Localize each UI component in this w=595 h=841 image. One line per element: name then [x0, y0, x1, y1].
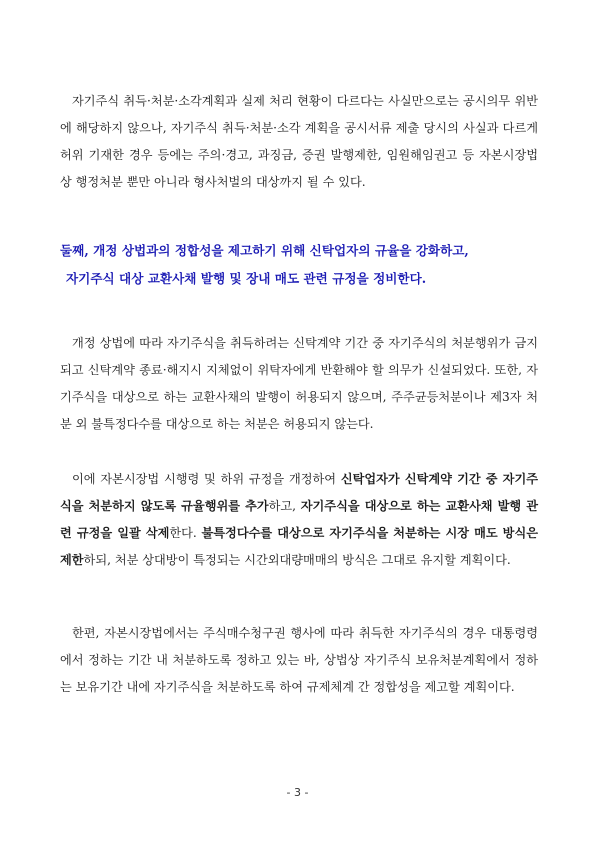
section-heading-line-1: 둘째, 개정 상법과의 정합성을 제고하기 위해 신탁업자의 규율을 강화하고,	[60, 243, 469, 258]
p3-bold-market-sale: 불특정다수를 대상으로 자기주식을 처분하는 시장 매도 방식은 제한	[60, 526, 539, 567]
paragraph-revised-commercial-law: 개정 상법에 따라 자기주식을 취득하려는 신탁계약 기간 중 자기주식의 처분행위가 금지되고 신탁계약 종료·해지시 지체없이 위탁자에게 반환해야 할 의무가 신설되었다. 또한, 자기주식을 대상으로 하는 교환사채의 발행이 허용되지 않으며, 주주균등처분이나 제3자 처분 외 불특정다수를 대상으로 하는 처분은 허용되지 않는다.	[60, 336, 538, 431]
p3-bold-exchange-bond: 자기주식을 대상으로 하는 교환사채 발행 관련 규정을 일괄 삭제	[60, 499, 539, 540]
page-number: - 3 -	[286, 786, 309, 799]
paragraph-disclosure-violation: 자기주식 취득·처분·소각계획과 실제 처리 현황이 다르다는 사실만으로는 공시의무 위반에 해당하지 않으나, 자기주식 취득·처분·소각 계획을 공시서류 제출 당시의 사실과 다르게 허위 기재한 경우 등에는 주의·경고, 과징금, 증권 발행제한, 임원해임권고 등 자본시장법상 행정처분 뿐만 아니라 형사처벌의 대상까지 될 수 있다.	[60, 94, 538, 189]
p3-bold-trust-rule: 신탁업자가 신탁계약 기간 중 자기주식을 처분하지 않도록 규율행위를 추가	[60, 472, 538, 513]
paragraph-appraisal-right: 한편, 자본시장법에서는 주식매수청구권 행사에 따라 취득한 자기주식의 경우 대통령령에서 정하는 기간 내 처분하도록 정하고 있는 바, 상법상 자기주식 보유처분계획에서 정하는 보유기간 내에 자기주식을 처분하도록 하여 규제체계 간 정합성을 제고할 계획이다.	[60, 626, 538, 694]
section-heading-line-2: 자기주식 대상 교환사채 발행 및 장내 매도 관련 규정을 정비한다.	[66, 271, 427, 286]
paragraph-regulation-amendment	[60, 466, 538, 574]
p3-text-2: 하고,	[268, 499, 301, 513]
p3-text-3: 한다.	[169, 526, 202, 540]
p3-text-4: 하되, 처분 상대방이 특정되는 시간외대량매매의 방식은 그대로 유지할 계획이다.	[83, 553, 511, 567]
section-heading-second	[60, 237, 544, 293]
p3-text-1: 이에 자본시장법 시행령 및 하위 규정을 개정하여	[72, 472, 341, 486]
